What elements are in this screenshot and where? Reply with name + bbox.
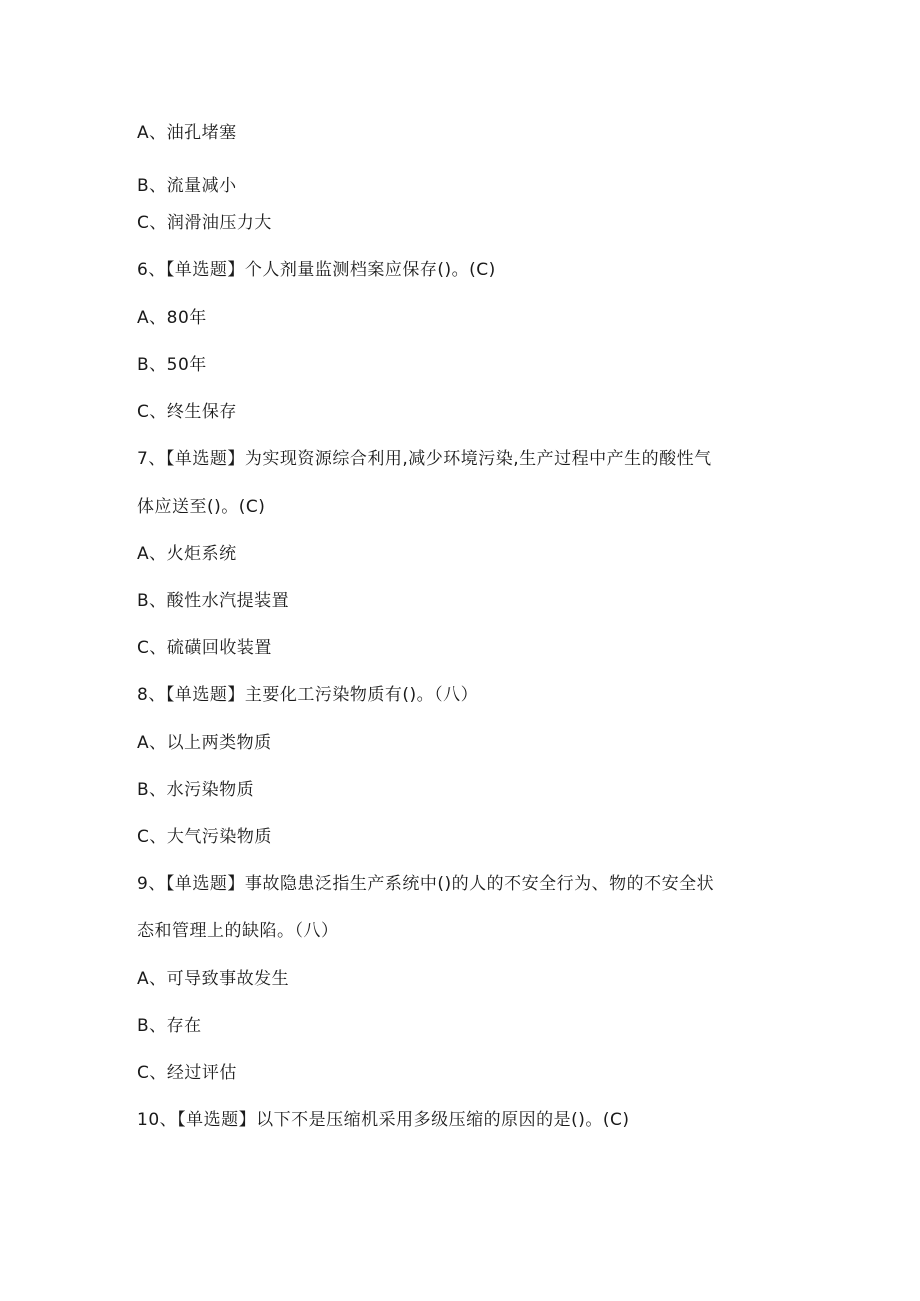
question-8: 8、【单选题】主要化工污染物质有()。（八） [137, 685, 479, 705]
option-b-q7: B、酸性水汽提装置 [137, 591, 290, 611]
option-b-q5: B、流量减小 [137, 176, 237, 196]
option-a-q9: A、可导致事故发生 [137, 969, 290, 989]
option-c-q7: C、硫磺回收装置 [137, 638, 272, 658]
option-b-q9: B、存在 [137, 1016, 202, 1036]
option-a-q7: A、火炬系统 [137, 544, 237, 564]
question-6: 6、【单选题】个人剂量监测档案应保存()。(C) [137, 260, 496, 280]
option-b-q8: B、水污染物质 [137, 780, 255, 800]
question-9-line-2: 态和管理上的缺陷。（八） [137, 921, 339, 941]
option-c-q5: C、润滑油压力大 [137, 213, 272, 233]
option-c-q9: C、经过评估 [137, 1063, 237, 1083]
option-a-q6: A、80年 [137, 308, 207, 328]
question-9-line-1: 9、【单选题】事故隐患泛指生产系统中()的人的不安全行为、物的不安全状 [137, 874, 715, 894]
option-a-q8: A、以上两类物质 [137, 733, 272, 753]
question-10: 10、【单选题】以下不是压缩机采用多级压缩的原因的是()。(C) [137, 1110, 630, 1130]
option-b-q6: B、50年 [137, 355, 207, 375]
question-7-line-2: 体应送至()。(C) [137, 497, 266, 517]
option-c-q8: C、大气污染物质 [137, 827, 272, 847]
option-a-q5: A、油孔堵塞 [137, 123, 237, 143]
option-c-q6: C、终生保存 [137, 402, 237, 422]
question-7-line-1: 7、【单选题】为实现资源综合利用,减少环境污染,生产过程中产生的酸性气 [137, 449, 712, 469]
